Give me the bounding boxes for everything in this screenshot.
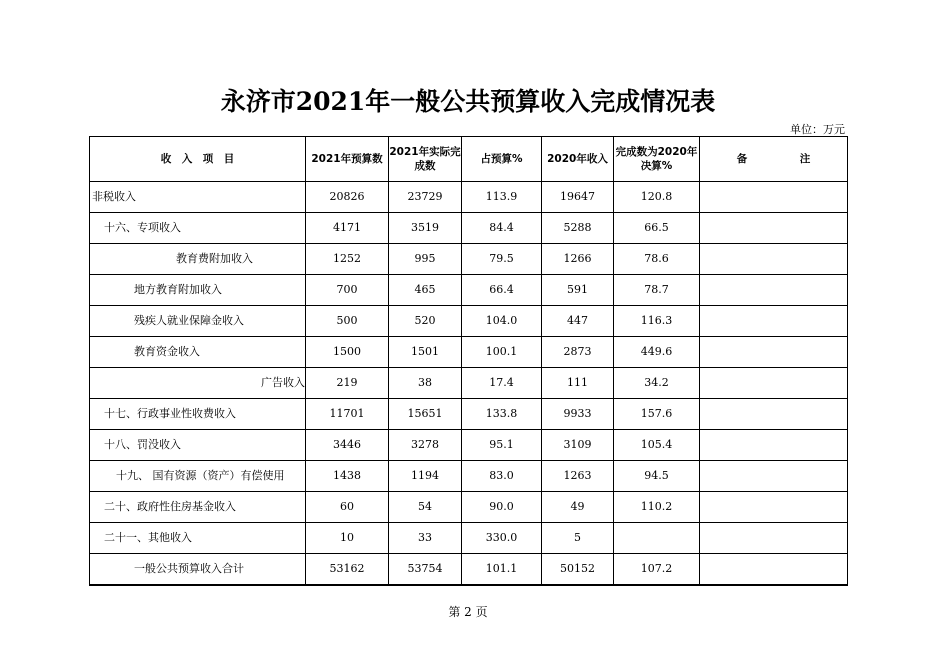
table-row (90, 523, 848, 554)
table-row (90, 182, 848, 213)
cell-pct-prev: 110.2 (614, 492, 700, 523)
cell-actual: 995 (389, 244, 462, 275)
cell-pct-prev: 78.6 (614, 244, 700, 275)
table-row (90, 213, 848, 244)
cell-pct-prev: 66.5 (614, 213, 700, 244)
cell-actual: 465 (389, 275, 462, 306)
cell-prev: 2873 (542, 337, 614, 368)
table-row (90, 306, 848, 337)
cell-pct-budget: 66.4 (462, 275, 542, 306)
row-label: 十六、专项收入 (90, 213, 306, 244)
cell-pct-budget: 17.4 (462, 368, 542, 399)
row-label: 十七、行政事业性收费收入 (90, 399, 306, 430)
cell-remark (700, 368, 848, 399)
page-number: 第 2 页 (448, 605, 488, 619)
table-row (90, 244, 848, 275)
cell-prev: 5288 (542, 213, 614, 244)
cell-pct-prev: 107.2 (614, 554, 700, 586)
cell-remark (700, 399, 848, 430)
cell-pct-budget: 90.0 (462, 492, 542, 523)
cell-remark (700, 306, 848, 337)
cell-pct-budget: 83.0 (462, 461, 542, 492)
cell-budget: 1252 (306, 244, 389, 275)
header-prev-income: 2020年收入 (542, 137, 614, 182)
cell-pct-budget: 84.4 (462, 213, 542, 244)
revenue-table (89, 136, 848, 586)
table-row (90, 368, 848, 399)
row-label: 二十一、其他收入 (90, 523, 306, 554)
cell-pct-prev: 78.7 (614, 275, 700, 306)
cell-pct-budget: 104.0 (462, 306, 542, 337)
cell-actual: 1194 (389, 461, 462, 492)
cell-prev: 50152 (542, 554, 614, 586)
row-label: 十九、 国有资源（资产）有偿使用 (90, 461, 306, 492)
cell-actual: 520 (389, 306, 462, 337)
cell-budget: 700 (306, 275, 389, 306)
table-header-row (90, 137, 848, 182)
cell-actual: 53754 (389, 554, 462, 586)
cell-remark (700, 430, 848, 461)
row-label: 教育资金收入 (90, 337, 306, 368)
cell-remark (700, 244, 848, 275)
cell-remark (700, 182, 848, 213)
table-row-total (90, 554, 848, 586)
table-row (90, 492, 848, 523)
cell-actual: 1501 (389, 337, 462, 368)
row-label: 十八、罚没收入 (90, 430, 306, 461)
cell-actual: 3278 (389, 430, 462, 461)
cell-remark (700, 554, 848, 586)
cell-remark (700, 492, 848, 523)
cell-budget: 20826 (306, 182, 389, 213)
cell-remark (700, 337, 848, 368)
cell-pct-prev (614, 523, 700, 554)
cell-remark (700, 213, 848, 244)
cell-pct-prev: 449.6 (614, 337, 700, 368)
page-title: 永济市2021年一般公共预算收入完成情况表 (220, 87, 716, 116)
cell-budget: 53162 (306, 554, 389, 586)
cell-budget: 500 (306, 306, 389, 337)
unit-label: 单位：万元 (790, 123, 845, 136)
cell-actual: 3519 (389, 213, 462, 244)
cell-actual: 33 (389, 523, 462, 554)
row-label: 残疾人就业保障金收入 (90, 306, 306, 337)
cell-prev: 9933 (542, 399, 614, 430)
cell-budget: 4171 (306, 213, 389, 244)
cell-remark (700, 275, 848, 306)
cell-prev: 447 (542, 306, 614, 337)
cell-prev: 3109 (542, 430, 614, 461)
table-row (90, 461, 848, 492)
cell-prev: 111 (542, 368, 614, 399)
header-item: 收 入 项 目 (90, 137, 306, 182)
table-row (90, 337, 848, 368)
cell-actual: 23729 (389, 182, 462, 213)
row-label: 地方教育附加收入 (90, 275, 306, 306)
cell-pct-prev: 116.3 (614, 306, 700, 337)
cell-pct-prev: 157.6 (614, 399, 700, 430)
cell-budget: 1500 (306, 337, 389, 368)
cell-pct-prev: 120.8 (614, 182, 700, 213)
cell-prev: 19647 (542, 182, 614, 213)
row-label: 非税收入 (90, 182, 306, 213)
cell-pct-budget: 330.0 (462, 523, 542, 554)
cell-prev: 591 (542, 275, 614, 306)
cell-remark (700, 461, 848, 492)
cell-prev: 49 (542, 492, 614, 523)
header-pct-budget: 占预算% (462, 137, 542, 182)
header-budget: 2021年预算数 (306, 137, 389, 182)
cell-prev: 1263 (542, 461, 614, 492)
cell-prev: 1266 (542, 244, 614, 275)
cell-pct-budget: 101.1 (462, 554, 542, 586)
row-label: 教育费附加收入 (90, 244, 306, 275)
cell-budget: 1438 (306, 461, 389, 492)
cell-budget: 10 (306, 523, 389, 554)
table-row (90, 275, 848, 306)
cell-pct-budget: 79.5 (462, 244, 542, 275)
cell-pct-budget: 113.9 (462, 182, 542, 213)
header-pct-prev: 完成数为2020年决算% (614, 137, 700, 182)
cell-actual: 54 (389, 492, 462, 523)
cell-budget: 11701 (306, 399, 389, 430)
row-label: 广告收入 (90, 368, 306, 399)
row-label: 二十、政府性住房基金收入 (90, 492, 306, 523)
row-label: 一般公共预算收入合计 (90, 554, 306, 586)
cell-pct-prev: 105.4 (614, 430, 700, 461)
cell-budget: 60 (306, 492, 389, 523)
header-remark: 备 注 (700, 137, 848, 182)
cell-prev: 5 (542, 523, 614, 554)
cell-pct-prev: 34.2 (614, 368, 700, 399)
cell-pct-prev: 94.5 (614, 461, 700, 492)
table-row (90, 430, 848, 461)
cell-pct-budget: 95.1 (462, 430, 542, 461)
cell-pct-budget: 133.8 (462, 399, 542, 430)
cell-actual: 38 (389, 368, 462, 399)
cell-remark (700, 523, 848, 554)
header-actual: 2021年实际完成数 (389, 137, 462, 182)
cell-actual: 15651 (389, 399, 462, 430)
table-row (90, 399, 848, 430)
cell-pct-budget: 100.1 (462, 337, 542, 368)
cell-budget: 219 (306, 368, 389, 399)
cell-budget: 3446 (306, 430, 389, 461)
